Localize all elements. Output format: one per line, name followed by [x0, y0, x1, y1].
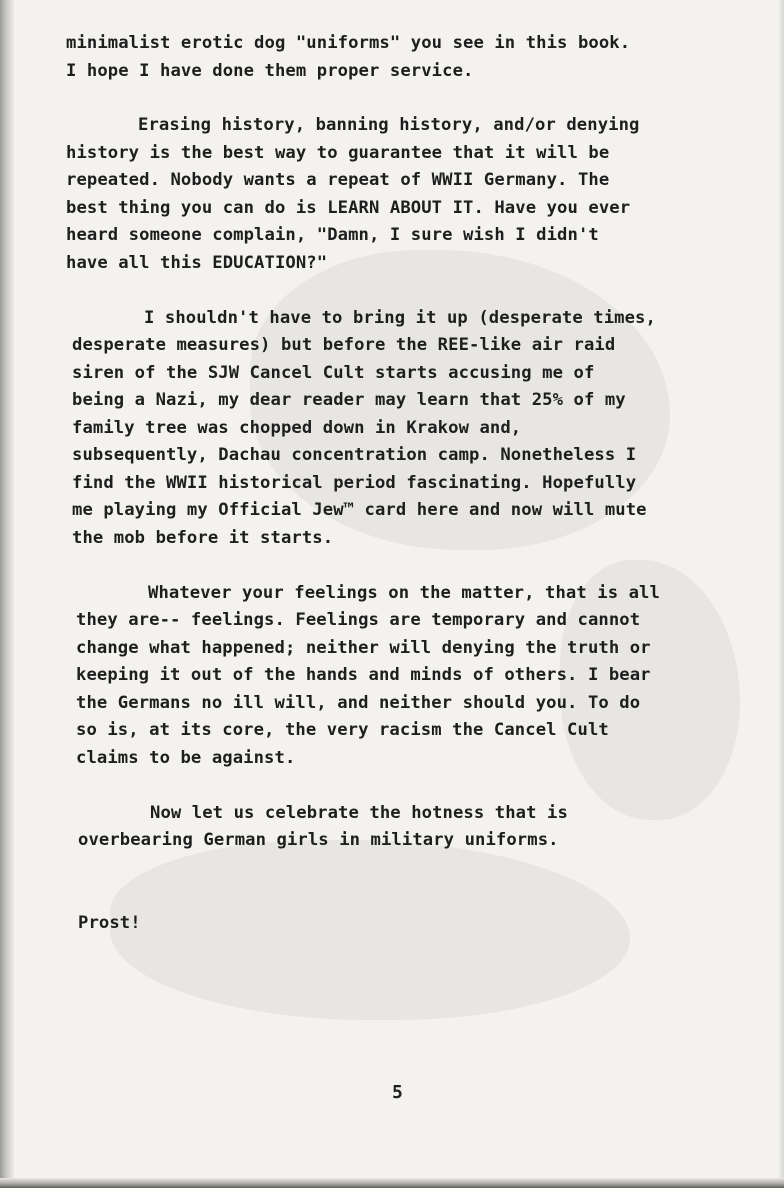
text-line: heard someone complain, "Damn, I sure wish I didn't — [66, 225, 599, 245]
text-line: family tree was chopped down in Krakow and, — [72, 417, 522, 438]
text-line: change what happened; neither will denying the truth or — [76, 637, 651, 658]
text-line: I hope I have done them proper service. — [66, 60, 474, 81]
text-line: they are-- feelings. Feelings are temporary and cannot — [76, 610, 641, 630]
text-line: minimalist erotic dog "uniforms" you see in this book. — [66, 33, 631, 53]
paragraph-2 — [66, 112, 736, 277]
sign-off: Prost! — [78, 912, 141, 933]
text-line: best thing you can do is LEARN ABOUT IT. Have you ever — [66, 197, 631, 218]
text-line: overbearing German girls in military uniforms. — [78, 830, 559, 850]
text-line: the Germans no ill will, and neither should you. To do — [76, 692, 641, 713]
paragraph-6 — [78, 910, 736, 938]
text-line: have all this EDUCATION?" — [66, 252, 328, 273]
text-line: the mob before it starts. — [72, 527, 334, 548]
text-line: repeated. Nobody wants a repeat of WWII Germany. The — [66, 170, 610, 190]
text-line: me playing my Official Jew™ card here and now will mute — [72, 500, 647, 520]
text-line: subsequently, Dachau concentration camp. Nonetheless I — [72, 445, 637, 465]
text-line: siren of the SJW Cancel Cult starts accusing me of — [72, 362, 595, 383]
text-line: so is, at its core, the very racism the Cancel Cult — [76, 720, 609, 740]
paragraph-1 — [66, 30, 736, 85]
paragraph-4 — [76, 580, 736, 773]
text-line: find the WWII historical period fascinating. Hopefully — [72, 472, 637, 493]
text-line: being a Nazi, my dear reader may learn that 25% of my — [72, 390, 626, 410]
text-line: claims to be against. — [76, 747, 296, 768]
binding-shadow — [0, 0, 14, 1188]
text-line: I shouldn't have to bring it up (desperate times, — [144, 307, 656, 328]
page-bottom-edge — [0, 1178, 784, 1188]
text-line: Now let us celebrate the hotness that is — [150, 802, 568, 823]
paragraph-5 — [78, 800, 736, 855]
text-line: Erasing history, banning history, and/or denying — [138, 115, 640, 135]
page-edge — [778, 0, 784, 1188]
body-text — [66, 30, 736, 965]
text-line: Whatever your feelings on the matter, that is all — [148, 582, 660, 603]
text-line: desperate measures) but before the REE-like air raid — [72, 335, 616, 355]
text-line: keeping it out of the hands and minds of others. I bear — [76, 665, 651, 685]
page-number: 5 — [392, 1082, 403, 1103]
text-line: history is the best way to guarantee that it will be — [66, 142, 610, 163]
paragraph-3 — [72, 305, 736, 553]
